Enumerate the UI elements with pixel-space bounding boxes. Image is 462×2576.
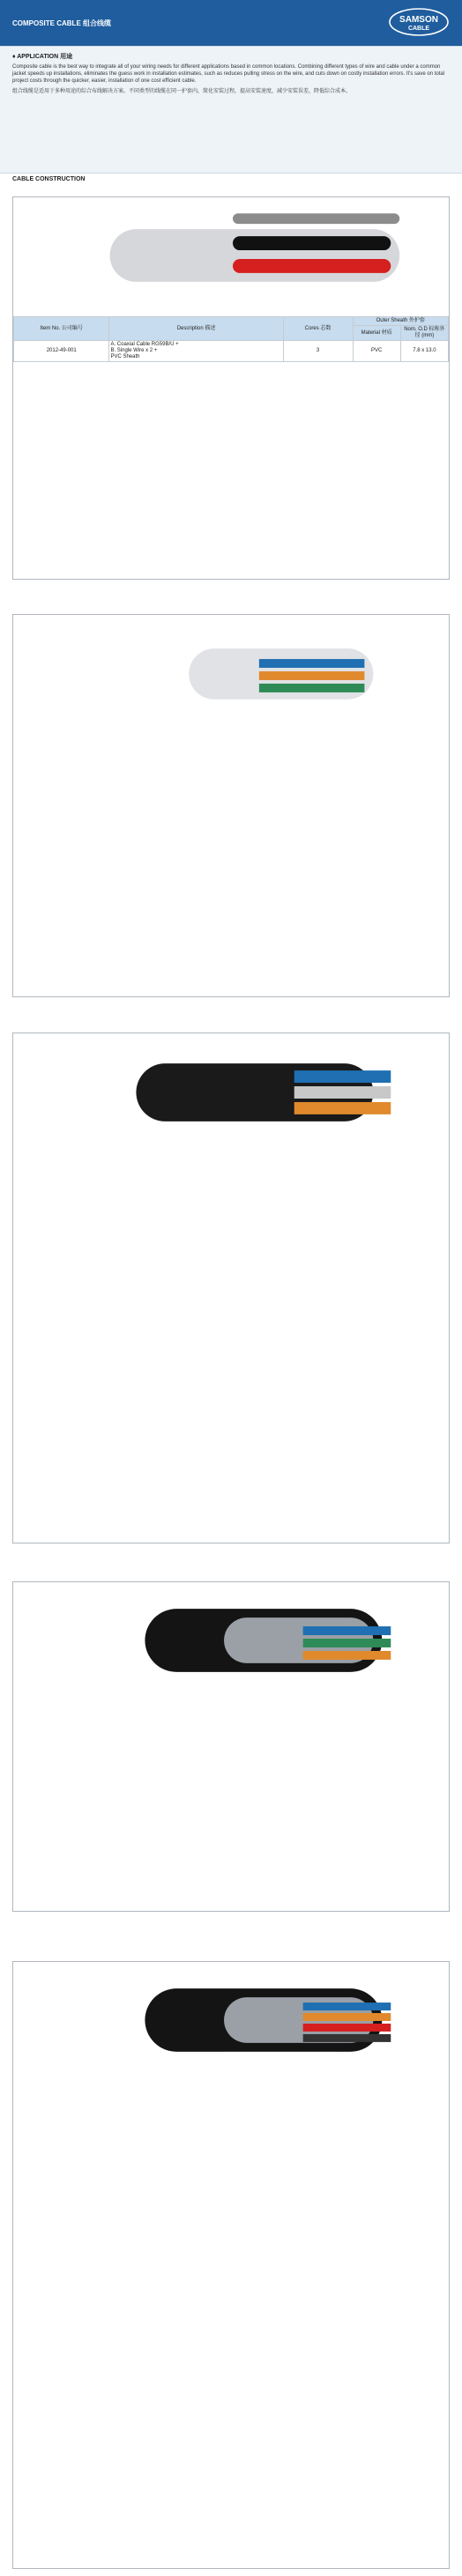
material: PVC: [353, 341, 400, 362]
desc-line: B. Single Wire x 2 +: [110, 348, 158, 353]
page-header: [0, 0, 462, 46]
application-section: [0, 46, 462, 174]
od-label: Nom. O.D 标称外径 (mm): [400, 326, 448, 341]
desc-line: A. Coaxial Cable RG59B/U +: [110, 342, 179, 347]
section-title: CABLE CONSTRUCTION: [12, 176, 86, 182]
cable-photo-3: [13, 1033, 449, 1152]
application-text-en: Composite cable is the best way to integrate all of your wiring needs for different applications based in common locations. Combining different types of wire and cable under a common jacket speeds up installations, eliminates the guess work in installation estimates, such as reduces pulling stress on the wire, and cuts down on costly installation errors. It's save on total project costs through the quicker, easier, installation of one cost efficient cable.: [12, 64, 445, 84]
svg-text:CABLE: CABLE: [407, 26, 430, 32]
cores: 3: [283, 341, 353, 362]
cores-label: Cores 芯数: [283, 317, 353, 341]
application-text-zh: 组合线缆是适用于多种用途的综合布线解决方案。不同类型的线缆在同一护套内，简化安装过程，提高安装速度，减少安装误差，降低综合成本。: [12, 89, 352, 94]
desc-label: Description 描述: [109, 317, 283, 341]
main-table: [13, 316, 449, 362]
outer-label: Outer Sheath 外护套: [353, 317, 448, 326]
cable-block-1: [12, 196, 450, 580]
svg-text:SAMSON: SAMSON: [399, 15, 438, 25]
cable-photo-5: [13, 1962, 449, 2081]
item-label: Item No. 公司编号: [14, 317, 109, 341]
cable-block-5: [12, 1961, 450, 2569]
cable-photo-1: [13, 197, 449, 316]
cable-photo-2: [13, 615, 449, 734]
cable-block-4: [12, 1581, 450, 1912]
cable-block-2: [12, 614, 450, 997]
desc-line: PVC Sheath: [110, 354, 140, 359]
item-no: 2012-49-001: [14, 341, 109, 362]
cable-photo-4: [13, 1582, 449, 1701]
cable-block-3: [12, 1033, 450, 1543]
desc: [109, 341, 283, 362]
material-label: Material 材质: [353, 326, 400, 341]
od: 7.8 x 13.0: [400, 341, 448, 362]
samson-cable-logo: [388, 5, 450, 39]
application-heading: ♦ APPLICATION 用途: [12, 54, 73, 60]
page-title: COMPOSITE CABLE 组合线缆: [12, 19, 112, 27]
